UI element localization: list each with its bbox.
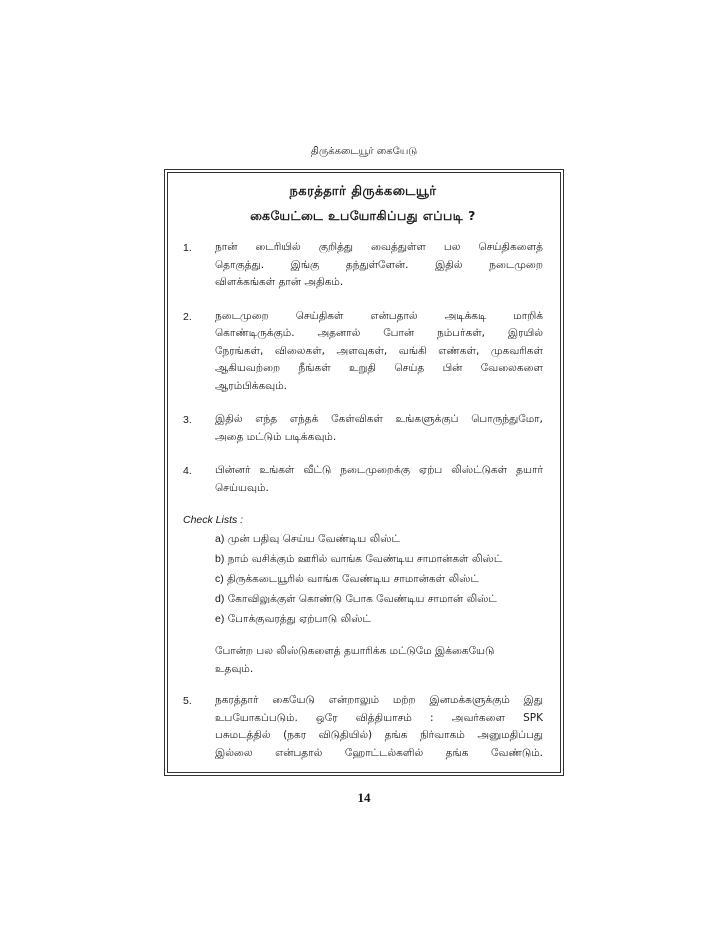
check-item-c (215, 569, 543, 589)
paragraph-4 (183, 462, 543, 497)
check-item-letter: b) (215, 553, 225, 565)
check-item-text: போக்குவரத்து ஏற்பாடு லிஸ்ட் (227, 613, 371, 625)
paragraph-3 (183, 411, 543, 446)
paragraph-list (183, 239, 543, 497)
paragraph-line: அதை மட்டும் படிக்கவும். (215, 430, 337, 443)
paragraph-number: 5. (183, 695, 192, 707)
paragraph-line: இல்லை என்பதால் ஹோட்டல்களில் தங்க வேண்டும். (215, 746, 543, 759)
paragraph-line: ஆரம்பிக்கவும். (215, 379, 287, 392)
paragraph-line: பசுமடத்தில் (நகர விடுதியில்) தங்க நிர்வாகம் அனுமதிப்பது (215, 729, 543, 741)
check-item-d (215, 589, 543, 609)
running-header: திருக்கடையூர் கையேடு (310, 146, 418, 157)
checklists-label: Check Lists : (183, 514, 244, 526)
page-subtitle: கையேட்டை உபயோகிப்பது எப்படி ? (250, 208, 476, 223)
paragraph-line: நேரங்கள், விலைகள், அளவுகள், வங்கி எண்கள், முகவரிகள் (215, 344, 543, 357)
check-item-letter: c) (215, 573, 224, 585)
paragraph-line: இதில் எந்த எந்தக் கேள்விகள் உங்களுக்குப் பொருந்துமோ, (215, 413, 543, 425)
paragraph-line: செய்யவும். (215, 481, 269, 494)
paragraph-line: நகரத்தார் கையேடு என்றாலும் மற்ற இனமக்களுக்கும் இது (215, 694, 543, 706)
page-title: நகரத்தார் திருக்கடையூர் (289, 184, 437, 199)
page-content (183, 180, 543, 762)
check-item-b (215, 549, 543, 569)
check-item-a (215, 529, 543, 549)
check-item-text: கோவிலுக்குள் கொண்டு போக வேண்டிய சாமான் லிஸ்ட் (227, 593, 497, 605)
paragraph-line: விளக்கங்கள் தான் அதிகம். (215, 276, 344, 288)
paragraph-number: 4. (183, 465, 192, 477)
checklist-note (215, 643, 543, 678)
check-item-e (215, 609, 543, 629)
check-item-text: திருக்கடையூரில் வாங்க வேண்டிய சாமான்கள் லிஸ்ட் (227, 573, 479, 585)
check-list (215, 529, 543, 678)
paragraph-5 (183, 692, 543, 762)
paragraph-line: நடைமுறை செய்திகள் என்பதால் அடிக்கடி மாறிக் (215, 309, 543, 322)
paragraph-line: பின்னர் உங்கள் வீட்டு நடைமுறைக்கு ஏற்ப லிஸ்ட்டுகள் தயார் (215, 464, 543, 476)
paragraph-number: 1. (183, 242, 192, 254)
check-item-letter: d) (215, 593, 225, 605)
paragraph-line: தொகுத்து. இங்கு தந்துள்ளேன். இதில் நடைமுறை (215, 258, 543, 271)
check-item-letter: e) (215, 613, 225, 625)
check-item-text: நாம் வசிக்கும் ஊரில் வாங்க வேண்டிய சாமான்கள் லிஸ்ட் (227, 553, 503, 565)
paragraph-1 (183, 239, 543, 292)
paragraph-number: 3. (183, 414, 192, 426)
paragraph-line: கொண்டிருக்கும். அதனால் போன் நம்பர்கள், இரயில் (215, 327, 543, 339)
paragraph-line: ஆகியவற்றை நீங்கள் உறுதி செய்த பின் வேலைகளை (215, 362, 543, 374)
page-number: 14 (357, 790, 371, 805)
checklist-note-line: போன்ற பல லிஸ்டுகளைத் தயாரிக்க மட்டுமே இக்கையேடு (215, 645, 495, 657)
check-item-letter: a) (215, 533, 225, 545)
check-item-text: முன் பதிவு செய்ய வேண்டிய லிஸ்ட் (227, 533, 400, 545)
paragraph-2 (183, 308, 543, 396)
paragraph-line: உபயோகப்படும். ஒரே வித்தியாசம் : அவர்களை SPK (215, 711, 543, 724)
paragraph-number: 2. (183, 310, 192, 323)
paragraph-line: நான் டைரியில் குறித்து வைத்துள்ள பல செய்திகளைத் (215, 241, 543, 253)
checklist-note-line: உதவும். (215, 662, 254, 675)
